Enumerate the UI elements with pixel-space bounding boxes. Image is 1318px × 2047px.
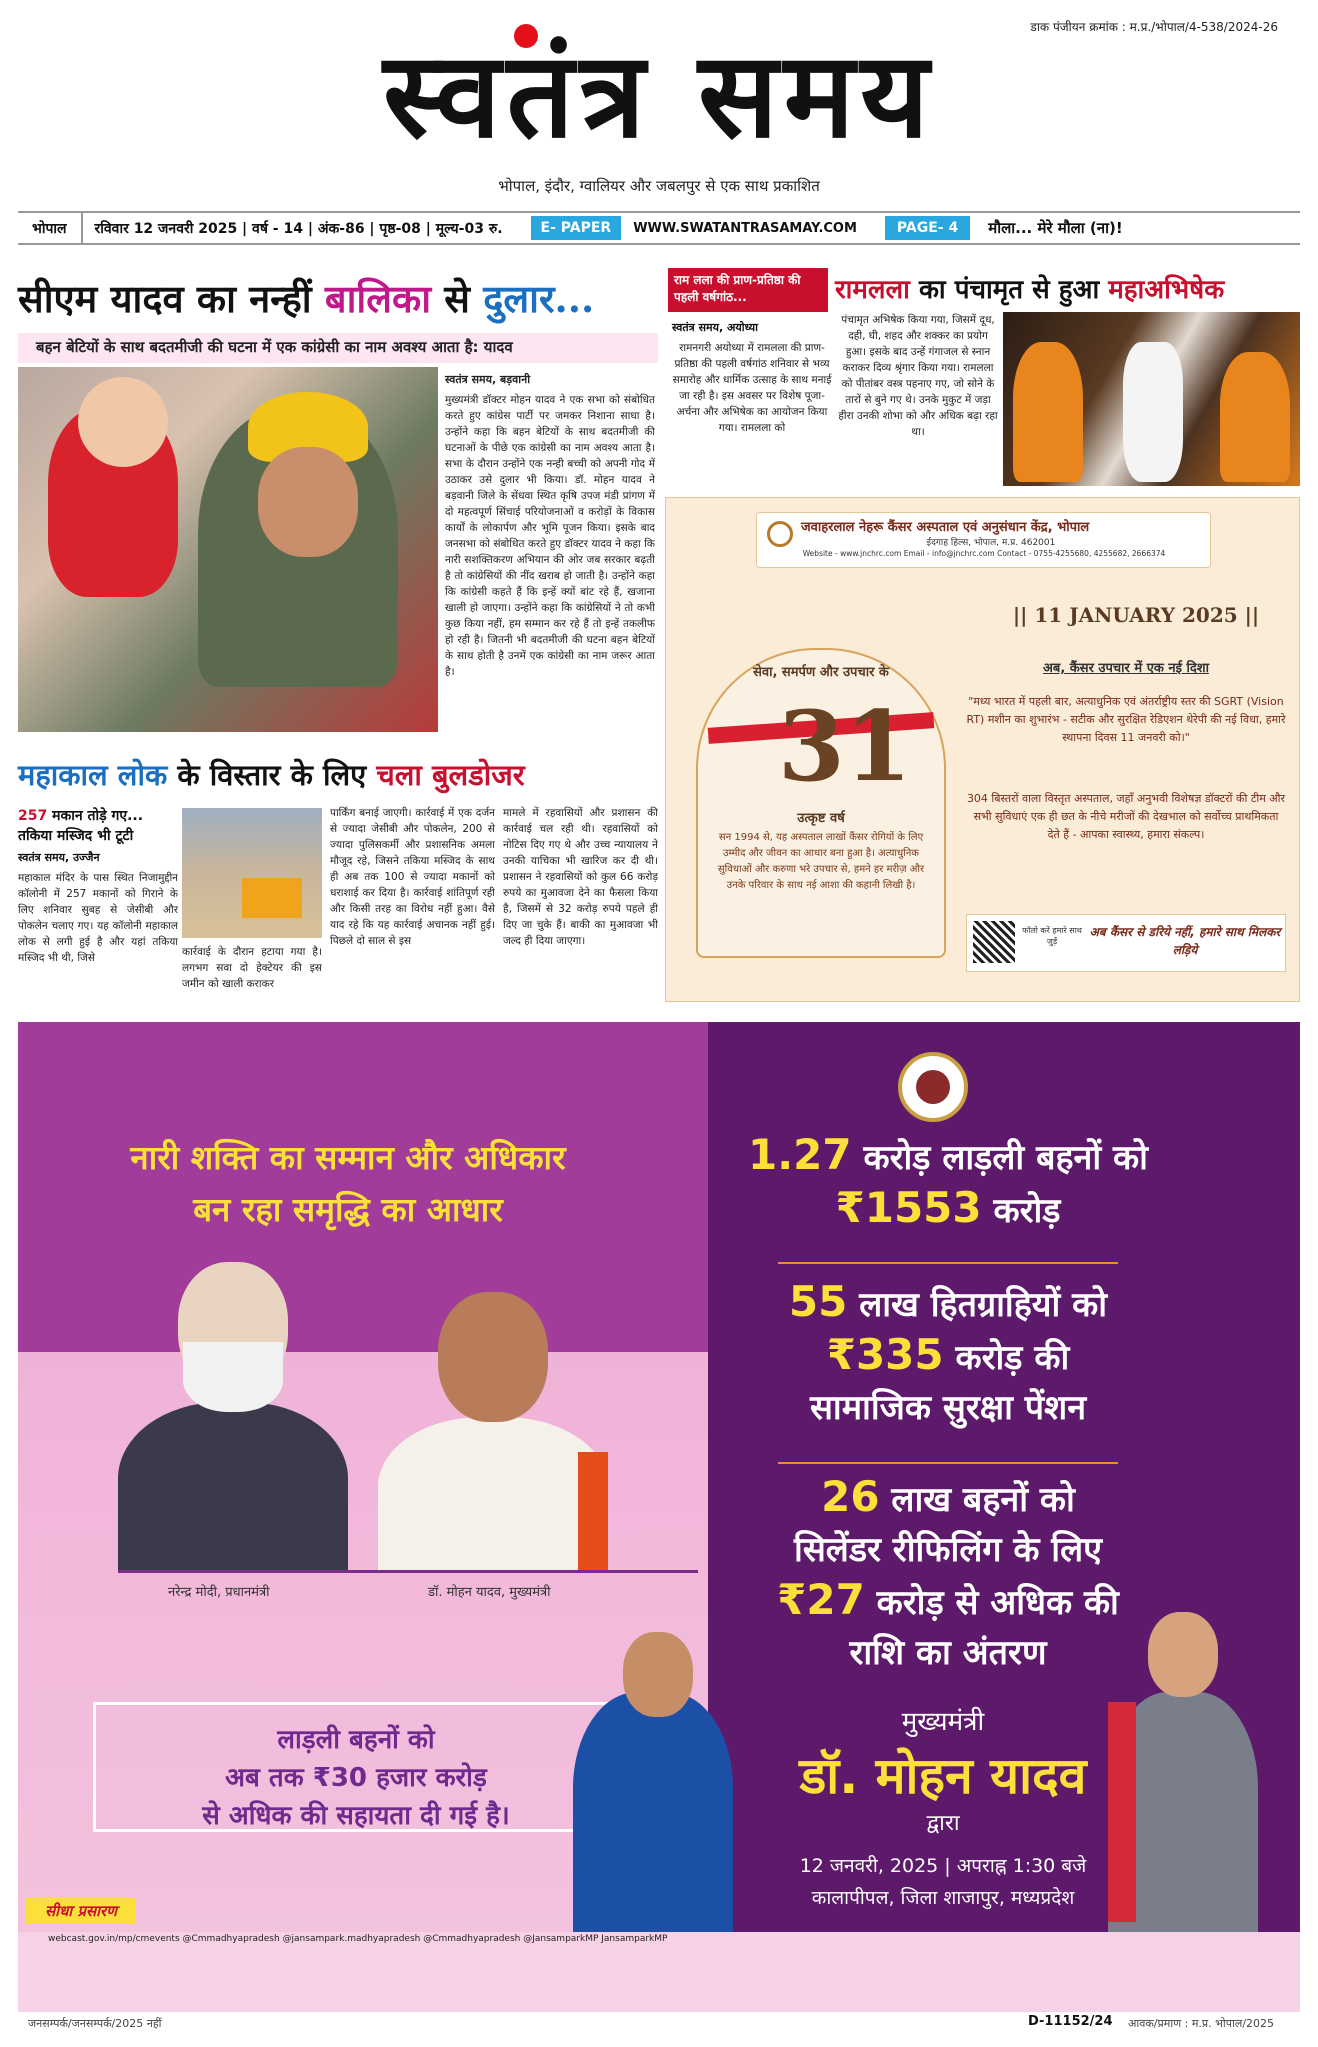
headline-part: बालिका: [324, 276, 432, 321]
stat-text: राशि का अंतरण: [849, 1633, 1047, 1673]
follow-label: फॉलो करें हमारे साथ जुड़ें: [1022, 926, 1082, 946]
cm-body: [378, 1417, 608, 1572]
event-date: 12 जनवरी, 2025 | अपराह्न 1:30 बजे: [799, 1855, 1087, 1877]
story1-byline: स्वतंत्र समय, बड़वानी: [445, 373, 531, 386]
page-footer: [18, 2012, 1300, 2036]
by-label: मुख्यमंत्री: [901, 1707, 985, 1737]
story2-body-a: रामनगरी अयोध्या में रामलला की प्राण-प्रतिष्ठा की पहली वर्षगांठ शनिवार से भव्य समारोह और धार्मिक उत्साह के साथ मनाई जा रही है। इस अवसर पर विशेष पूजा-अर्चना और अभिषेक का आयोजन किया गया। रामलला को: [672, 342, 832, 434]
info-bar: [18, 211, 1300, 245]
live-broadcast-badge: सीधा प्रसारण: [26, 1898, 136, 1924]
cm-name-big: डॉ. मोहन यादव: [799, 1747, 1087, 1805]
story3-headline: [18, 755, 658, 794]
column-title: मौला... मेरे मौला (ना)!: [988, 219, 1123, 237]
stat-ladli: [718, 1130, 1178, 1236]
anniversary-medal: [696, 648, 946, 958]
headline-part: के विस्तार के लिए: [167, 758, 377, 792]
pm-caption: नरेन्द्र मोदी, प्रधानमंत्री: [168, 1585, 270, 1600]
story2-byline: स्वतंत्र समय, अयोध्या: [672, 321, 758, 334]
cm-caption: डॉ. मोहन यादव, मुख्यमंत्री: [428, 1585, 551, 1600]
hospital-contact: Website - www.jnchrc.com Email - info@jnchrc.com Contact - 0755-4255680, 4255682, 2666374: [802, 549, 1166, 558]
priest-figure: [1013, 342, 1083, 482]
live-strip: [18, 1932, 1300, 2012]
stat-text: सामाजिक सुरक्षा पेंशन: [809, 1388, 1087, 1428]
edition-city: भोपाल: [18, 213, 83, 243]
website-link[interactable]: WWW.SWATANTRASAMAY.COM: [633, 220, 857, 236]
hospital-name: जवाहरलाल नेहरू कैंसर अस्पताल एवं अनुसंधान केंद्र, भोपाल: [801, 520, 1090, 535]
anniversary-number: 31: [778, 690, 912, 803]
support-quote: [96, 1721, 616, 1835]
masthead: स्वतंत्र समय: [383, 25, 935, 164]
support-quote-box: [93, 1702, 613, 1832]
cm-face: [258, 447, 358, 557]
story3-photo: [182, 808, 322, 938]
stat-text: करोड़ से अधिक की: [864, 1583, 1119, 1623]
stat-number: ₹1553: [835, 1183, 982, 1232]
headline-part: सीएम यादव का नन्हीं: [18, 276, 325, 321]
story2-tag: राम लला की प्राण-प्रतिष्ठा की पहली वर्षगांठ...: [668, 268, 828, 312]
follow-box: [966, 914, 1286, 972]
story2-body-b: पंचामृत अभिषेक किया गया, जिसमें दूध, दही, घी, शहद और शक्कर का प्रयोग हुआ। इसके बाद उन्हें गंगाजल से स्नान कराकर दिव्य श्रृंगार किया गया। रामलला को पीतांबर वस्त्र पहनाए गए, जो सोने के तारों से बुने गए थे। उनके मुकुट में जड़ा हीरा उनकी शोभा को और अधिक बढ़ा रहा था।: [838, 314, 998, 438]
headline-part: से: [431, 276, 484, 321]
baby-head: [78, 377, 168, 467]
story3-col1: महाकाल मंदिर के पास स्थित निजामुद्दीन कॉलोनी में 257 मकानों को गिराने के लिए शनिवार सुबह से जेसीबी और पोकलेन चलाए गए। यह कॉलोनी महाकाल लोक से लगी हुई है और यहां तकिया मस्जिद भी थी, जिसे: [18, 872, 178, 964]
story2-photo: [1003, 312, 1300, 486]
story1-body: मुख्यमंत्री डॉक्टर मोहन यादव ने एक सभा को संबोधित करते हुए कांग्रेस पार्टी पर जमकर निशाना साधा है। उन्होंने कहा कि बहन बेटियों के साथ बदतमीजी की घटनाओं के पीछे एक कांग्रेसी का नाम अवश्य आता है। सभा के दौरान उन्होंने एक नन्ही बच्ची को अपनी गोद में उठाकर उसे दुलार भी किया। डॉ. मोहन यादव ने बड़वानी जिले के सेंधवा स्थित कृषि उपज मंडी प्रांगण में दो महत्वपूर्ण सिंचाई परियोजनाओं व करोड़ों के विकास कार्यों के लोकार्पण और भूमि पूजन किया। इसके बाद जनसभा को संबोधित करते हुए डॉक्टर यादव ने कहा कि नारी सशक्तिकरण अभियान की ओर जब सरकार बढ़ती है तो कांग्रेसियों की नींद खराब हो जाती है। उन्होंने कहा कि कांग्रेसी कहते हैं कि इन्हें क्यों बांट रहे हैं, खजाना खाली हो जाएगा। उन्होंने कहा कि कांग्रेसियों ने तो कभी कुछ किया नहीं, हम सम्मान कर रहे हैं तो इन्हें तकलीफ हो रही है। जितनी भी बदतमीजी की घटना बहन बेटियों के साथ होती है उनमें एक कांग्रेसी का नाम जरूर आता है।: [445, 394, 655, 678]
hospital-header: [756, 512, 1211, 568]
kicker-text: मकान तोड़े गए...: [47, 808, 144, 824]
story3-col2: पार्किंग बनाई जाएगी। कार्रवाई में एक दर्जन से ज्यादा जेसीबी और पोकलेन, 200 से ज्यादा पुलिसकर्मी और प्रशासनिक अमला मौजूद रहे, जिसने तकिया मस्जिद के साथ ही अब तक 100 से ज्यादा मकानों को धराशाई कर दिया है। कार्रवाई शांतिपूर्ण रही और किसी तरह का विरोध नहीं हुआ। वैसे याद रहे कि यह कार्रवाई अचानक नहीं हुई। पिछले दो साल से इस: [330, 807, 495, 947]
story3-caption: कार्रवाई के दौरान हटाया गया है। लगभग सवा दो हेक्टेयर की इस जमीन को खाली कराकर: [182, 946, 322, 990]
stat-divider: [778, 1462, 1118, 1464]
ad-left-heading: [78, 1132, 618, 1236]
stat-number: 1.27: [748, 1130, 852, 1179]
stat-number: ₹335: [826, 1330, 944, 1379]
headline-part: का पंचामृत से हुआ: [909, 275, 1109, 305]
ad-heading-line: नारी शक्ति का सम्मान और अधिकार: [130, 1138, 566, 1177]
medal-text: सन 1994 से, यह अस्पताल लाखों कैंसर रोगियों के लिए उम्मीद और जीवन का आधार बना हुआ है। अत्याधुनिक सुविधाओं और करुणा भरे उपचार से, हमने हर मरीज़ और उनके परिवार के साथ नई आशा की कहानी लिखी है।: [717, 832, 925, 891]
pm-beard: [183, 1342, 283, 1412]
epaper-badge[interactable]: E- PAPER: [531, 216, 622, 240]
woman-head: [1148, 1612, 1218, 1697]
ad-slogan: अब कैंसर से डरिये नहीं, हमारे साथ मिलकर लड़िये: [1089, 925, 1281, 957]
headline-part: महाअभिषेक: [1108, 275, 1225, 305]
stat-text: लाख बहनों को: [879, 1480, 1075, 1520]
headline-part: रामलला: [835, 275, 910, 305]
story1-subhead: बहन बेटियों के साथ बदतमीजी की घटना में एक कांग्रेसी का नाम अवश्य आता है: यादव: [18, 333, 658, 363]
idol-figure: [1123, 342, 1183, 482]
quote-line: अब तक ₹30 हजार करोड़: [225, 1763, 487, 1793]
qr-code-icon[interactable]: [973, 921, 1015, 963]
dwara-label: द्वारा: [926, 1811, 960, 1836]
footer-dno: D-11152/24: [1028, 2014, 1113, 2029]
footer-right: आवक/प्रमाण : म.प्र. भोपाल/2025: [1128, 2017, 1275, 2030]
hospital-address: ईदगाह हिल्स, भोपाल, म.प्र. 462001: [926, 538, 1056, 548]
cancer-hospital-ad: [665, 497, 1300, 1002]
story1-photo: [18, 367, 438, 732]
date-line: रविवार 12 जनवरी 2025 | वर्ष - 14 | अंक-86 | पृष्ठ-08 | मूल्य-03 रु.: [94, 220, 503, 237]
name-divider: [118, 1570, 698, 1573]
stat-text: लाख हितग्राहियों को: [847, 1285, 1108, 1325]
registration-number: डाक पंजीयन क्रमांक : म.प्र./भोपाल/4-538/2024-26: [1030, 20, 1278, 34]
ad-date: || 11 JANUARY 2025 ||: [1012, 603, 1260, 627]
jcb-figure: [242, 878, 302, 918]
stat-text: करोड़ की: [943, 1338, 1070, 1378]
page-number: PAGE- 4: [885, 216, 970, 240]
headline-part: दुलार...: [483, 276, 595, 321]
tagline: भोपाल, इंदौर, ग्वालियर और जबलपुर से एक साथ प्रकाशित: [498, 177, 820, 195]
seal-inner: [916, 1070, 950, 1104]
beneficiary-woman-figure: [1108, 1612, 1258, 1932]
story2-headline: [835, 270, 1300, 306]
woman-head: [623, 1632, 693, 1717]
cm-head: [438, 1292, 548, 1422]
hospital-logo-icon: [767, 521, 793, 547]
event-place: कालापीपल, जिला शाजापुर, मध्यप्रदेश: [811, 1887, 1075, 1909]
footer-left: जनसम्पर्क/जनसम्पर्क/2025 नहीं: [28, 2017, 162, 2030]
kicker-number: 257: [18, 808, 48, 824]
cm-figure-ad: [378, 1292, 608, 1572]
stat-text: करोड़: [981, 1191, 1061, 1231]
story3-col3: मामले में रहवासियों और प्रशासन की कार्रवाई चल रही थी। रहवासियों को नोटिस दिए गए थे और उच्च न्यायालय ने उनकी याचिका भी खारिज कर दी थी। प्रशासन ने रहवासियों को कुल 66 करोड़ रुपये का मुआवजा देने का फैसला किया है, जिसमें से 32 करोड़ रुपये पहले ही दिए जा चुके हैं। बाकी का मुआवजा भी जल्द ही दिया जाएगा।: [503, 807, 658, 947]
stat-divider: [778, 1262, 1118, 1264]
mp-govt-seal-icon: [898, 1052, 968, 1122]
quote-line: लाड़ली बहनों को: [277, 1725, 435, 1755]
medal-top: सेवा, समर्पण और उपचार के: [753, 665, 889, 680]
ad-subtitle: अब, कैंसर उपचार में एक नई दिशा: [1042, 661, 1209, 676]
pm-body: [118, 1402, 348, 1572]
story3-byline: स्वतंत्र समय, उज्जैन: [18, 851, 100, 864]
pm-figure: [118, 1262, 348, 1572]
headline-part: चला बुलडोजर: [376, 758, 525, 792]
headline-part: महाकाल लोक: [18, 758, 168, 792]
ad-heading-line: बन रहा समृद्धि का आधार: [193, 1190, 503, 1229]
story3-kicker: [18, 806, 178, 825]
cm-vest: [578, 1452, 608, 1572]
live-links[interactable]: webcast.gov.in/mp/cmevents @Cmmadhyapradesh @jansampark.madhyapradesh @Cmmadhyapradesh @JansamparkMP JansamparkMP: [48, 1934, 668, 1944]
dupatta: [1108, 1702, 1136, 1922]
stat-pension: [718, 1277, 1178, 1433]
stat-number: 26: [821, 1472, 880, 1521]
ad-quote: "मध्य भारत में पहली बार, अत्याधुनिक एवं अंतर्राष्ट्रीय स्तर की SGRT (Vision RT) मशीन का शुभारंभ - सटीक और सुरक्षित रेडिएशन थेरेपी की नई विधा, हमारे स्थापना दिवस 11 जनवरी को।": [966, 695, 1286, 744]
stat-text: सिलेंडर रीफिलिंग के लिए: [794, 1530, 1102, 1570]
stat-number: ₹27: [777, 1575, 865, 1624]
stat-text: करोड़ लाड़ली बहनों को: [851, 1138, 1148, 1178]
medal-sub: उत्कृष्ट वर्ष: [797, 811, 845, 826]
government-ad: [18, 1022, 1300, 2012]
priest-figure: [1220, 352, 1290, 482]
quote-line: से अधिक की सहायता दी गई है।: [202, 1801, 510, 1831]
stat-number: 55: [788, 1277, 848, 1326]
story1-headline: [18, 272, 658, 324]
story3-kicker2: तकिया मस्जिद भी टूटी: [18, 828, 134, 844]
ad-para: 304 बिस्तरों वाला विस्तृत अस्पताल, जहाँ अनुभवी विशेषज्ञ डॉक्टरों की टीम और सभी सुविधाएं एक ही छत के नीचे मरीजों की देखभाल को सर्वोच्च प्राथमिकता देते हैं - आपका स्वास्थ्य, हमारा संकल्प।: [966, 792, 1286, 841]
